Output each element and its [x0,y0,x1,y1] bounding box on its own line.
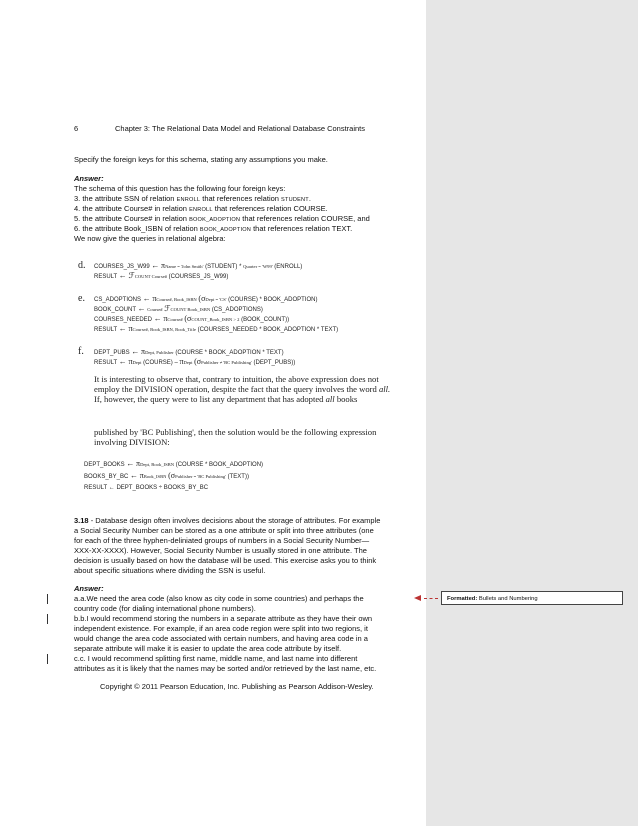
q318-line: for each of the three hyphen-deliniated groups of numbers in a Social Security Number— [74,536,370,545]
explanation-line: employ the DIVISION operation, despite the fact that the query involves the word all. [94,384,391,394]
answer-label: Answer: [74,174,104,183]
q318-line: a Social Security Number can be stored as a one attribute or split into three attributes (one [74,526,374,535]
algebra-line: RESULT ← DEPT_BOOKS ÷ BOOKS_BY_BC [84,485,209,491]
fk-line-5: 5. the attribute Course# in relation BOOK_ADOPTION that references relation COURSE, and [74,214,370,223]
comment-arrow-icon [414,595,421,601]
answer-line: We now give the queries in relational algebra: [74,234,226,243]
fk-line-4: 4. the attribute Course# in relation ENROLL that references relation COURSE. [74,204,328,213]
algebra-line: DEPT_BOOKS ← πDept, Book_ISBN (COURSE * BOOK_ADOPTION) [84,459,264,468]
algebra-line: BOOKS_BY_BC ← πBook_ISBN (σPublisher = 'BC Publishing' (TEXT)) [84,471,249,480]
fk-line-6: 6. the attribute Book_ISBN of relation BOOK_ADOPTION that references relation TEXT. [74,224,353,233]
comment-text: Bullets and Numbering [478,596,538,602]
change-bar [47,654,48,664]
item-label-e: e. [78,293,85,304]
answer-line: a.a.We need the area code (also know as city code in some countries) and perhaps the [74,594,364,603]
question-text: Specify the foreign keys for this schema, stating any assumptions you make. [74,155,328,164]
q318-line: XXX-XX-XXXX). However, Social Security Number is usually stored in one attribute. The [74,546,367,555]
answer-line: b.b.I would recommend storing the numbers in a separate attribute as they have their own [74,614,373,623]
algebra-line: COURSES_NEEDED ← πCourse# (σCOUNT_Book_ISBN > 2 (BOOK_COUNT)) [94,314,290,323]
explanation-line: published by 'BC Publishing', then the solution would be the following expression [94,427,377,437]
algebra-line: DEPT_PUBS ← πDept, Publisher (COURSE * BOOK_ADOPTION * TEXT) [94,347,284,356]
answer-line: c.c. I would recommend splitting first name, middle name, and last name into different [74,654,358,663]
q318-line: about specific situations where dividing the SSN is useful. [74,566,266,575]
algebra-line: RESULT ← πCourse#, Book_ISBN, Book_Title (COURSES_NEEDED * BOOK_ADOPTION * TEXT) [94,324,339,333]
algebra-line: CS_ADOPTIONS ← πCourse#, Book_ISBN (σDept = 'CS' (COURSE) * BOOK_ADOPTION) [94,294,318,303]
explanation-line: If, however, the query were to list any department that has adopted all books [94,394,358,404]
change-bar [47,594,48,604]
page-number: 6 [74,124,79,133]
explanation-line: involving DIVISION: [94,437,170,447]
answer-line: country code (for dialing international phone numbers). [74,604,256,613]
algebra-line: COURSES_JS_W99 ← πName = 'John Smith' (STUDENT) * Quarter = 'W99' (ENROLL) [94,261,303,270]
fk-line-3: 3. the attribute SSN of relation ENROLL that references relation STUDENT. [74,194,311,203]
explanation-line: It is interesting to observe that, contrary to intuition, the above expression does not [94,374,379,384]
comment-margin [426,0,638,826]
q318-line: 3.18 - Database design often involves decisions about the storage of attributes. For example [74,516,381,525]
answer-label: Answer: [74,584,104,593]
algebra-line: BOOK_COUNT ← Course# ℱCOUNT Book_ISBN (CS_ADOPTIONS) [94,304,263,313]
algebra-line: RESULT ← ℱCOUNT Course# (COURSES_JS_W99) [94,271,229,280]
item-label-f: f. [78,346,84,357]
answer-line: The schema of this question has the following four foreign keys: [74,184,286,193]
formatting-comment-balloon[interactable] [441,591,623,605]
answer-line: attributes as it is likely that the names may be sorted and/or retrieved by the last name, etc. [74,664,377,673]
change-bar [47,614,48,624]
algebra-line: RESULT ← πDept (COURSE) – πDept (σPublisher ≠ 'BC Publishing' (DEPT_PUBS)) [94,357,296,366]
answer-line: would change the area code associated with certain numbers, and having area code in a [74,634,368,643]
item-label-d: d. [78,260,86,271]
answer-line: independent existence. For example, if an area code region were split into two regions, it [74,624,368,633]
copyright-footer: Copyright © 2011 Pearson Education, Inc. Publishing as Pearson Addison-Wesley. [100,682,374,691]
comment-connector [424,598,438,599]
answer-line: separate attribute will make it is easier to update the area code attribute by itself. [74,644,342,653]
chapter-title: Chapter 3: The Relational Data Model and Relational Database Constraints [115,124,366,133]
q318-line: decision is usually based on how the database will be used. This exercise asks you to think [74,556,377,565]
comment-label: Formatted: [447,596,478,602]
